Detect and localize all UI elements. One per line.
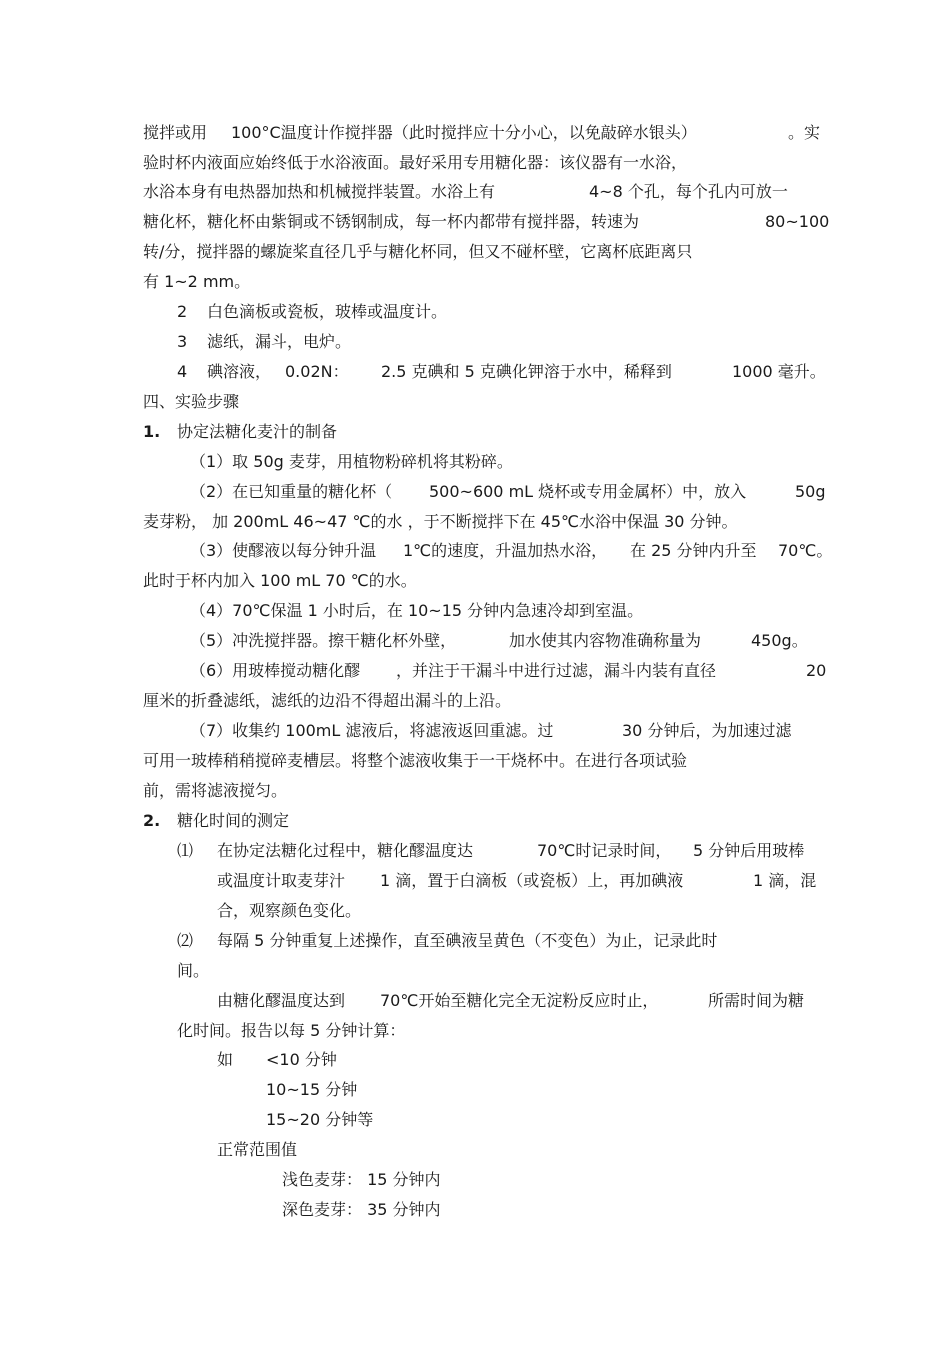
text-line: 500~600 mL 烧杯或专用金属杯）中，放入 [429, 482, 747, 501]
text-line: 浅色麦芽： 15 分钟内 [282, 1170, 441, 1189]
text-line: 白色滴板或瓷板，玻棒或温度计。 [207, 302, 448, 321]
text-line: 深色麦芽： 35 分钟内 [282, 1200, 441, 1219]
text-line: 100°C温度计作搅拌器（此时搅拌应十分小心，以免敲碎水银头） [231, 123, 697, 142]
subsection-heading: 协定法糖化麦汁的制备 [177, 422, 338, 441]
text-line: 15~20 分钟等 [266, 1110, 374, 1129]
list-number: 3 [177, 332, 188, 351]
text-line: 70℃时记录时间， [537, 841, 672, 860]
text-line: 。实 [788, 123, 821, 142]
text-line: 厘米的折叠滤纸，滤纸的边沿不得超出漏斗的上沿。 [143, 691, 512, 710]
list-number: ⑴ [177, 841, 194, 860]
text-line: 在协定法糖化过程中，糖化醪温度达 [217, 841, 474, 860]
text-line: 转/分，搅拌器的螺旋桨直径几乎与糖化杯同，但又不碰杯壁，它离杯底距离只 [143, 242, 693, 261]
text-line: 4~8 个孔，每个孔内可放一 [589, 182, 788, 201]
text-line: 50g [795, 482, 826, 501]
text-line: 70℃开始至糖化完全无淀粉反应时止， [380, 991, 659, 1010]
text-line: 此时于杯内加入 100 mL 70 ℃的水。 [143, 571, 417, 590]
text-line: <10 分钟 [266, 1050, 337, 1069]
text-line: （2）在已知重量的糖化杯（ [190, 482, 393, 501]
list-number: 2. [143, 811, 161, 830]
text-line: 5 分钟后用玻棒 [693, 841, 805, 860]
text-line: 1 滴，混 [753, 871, 817, 890]
text-line: 30 分钟后，为加速过滤 [622, 721, 792, 740]
text-line: 10~15 分钟 [266, 1080, 358, 1099]
text-line: 间。 [177, 961, 210, 980]
text-line: 搅拌或用 [143, 123, 208, 142]
text-line: 加水使其内容物准确称量为 [509, 631, 702, 650]
text-line: （1）取 50g 麦芽，用植物粉碎机将其粉碎。 [190, 452, 513, 471]
text-line: 可用一玻棒稍稍搅碎麦槽层。将整个滤液收集于一干烧杯中。在进行各项试验 [143, 751, 688, 770]
text-line: 在 25 分钟内升至 [630, 541, 757, 560]
text-line: 每隔 5 分钟重复上述操作，直至碘液呈黄色（不变色）为止，记录此时 [217, 931, 718, 950]
text-line: 0.02N： [285, 362, 349, 381]
text-line: 70℃。 [778, 541, 833, 560]
subsection-heading: 糖化时间的测定 [177, 811, 290, 830]
list-number: 1. [143, 422, 161, 441]
text-line: 麦芽粉， 加 200mL 46~47 ℃的水 ，于不断搅拌下在 45℃水浴中保温 30 分钟。 [143, 512, 738, 531]
list-number: 4 [177, 362, 188, 381]
list-number: ⑵ [177, 931, 194, 950]
text-line: 碘溶液， [207, 362, 272, 381]
text-line: 水浴本身有电热器加热和机械搅拌装置。水浴上有 [143, 182, 496, 201]
text-line: 有 1~2 mm。 [143, 272, 251, 291]
text-line: （6）用玻棒搅动糖化醪 [190, 661, 361, 680]
text-line: （3）使醪液以每分钟升温 [190, 541, 377, 560]
list-number: 2 [177, 302, 188, 321]
text-line: （5）冲洗搅拌器。擦干糖化杯外壁， [190, 631, 457, 650]
text-line: 1 滴，置于白滴板（或瓷板）上，再加碘液 [380, 871, 684, 890]
text-line: 滤纸，漏斗，电炉。 [207, 332, 352, 351]
text-line: 80~100 [765, 212, 830, 231]
text-line: 2.5 克碘和 5 克碘化钾溶于水中，稀释到 [381, 362, 672, 381]
text-line: 或温度计取麦芽汁 [217, 871, 346, 890]
text-line: 糖化杯，糖化杯由紫铜或不锈钢制成，每一杯内都带有搅拌器，转速为 [143, 212, 640, 231]
text-line: ，并注于干漏斗中进行过滤，漏斗内装有直径 [396, 661, 717, 680]
text-line: （4）70℃保温 1 小时后，在 10~15 分钟内急速冷却到室温。 [190, 601, 644, 620]
text-line: 化时间。报告以每 5 分钟计算： [177, 1021, 406, 1040]
text-line: （7）收集约 100mL 滤液后，将滤液返回重滤。过 [190, 721, 554, 740]
text-line: 验时杯内液面应始终低于水浴液面。最好采用专用糖化器：该仪器有一水浴， [143, 153, 688, 172]
text-line: 450g。 [751, 631, 808, 650]
text-line: 1000 毫升。 [732, 362, 826, 381]
text-line: 正常范围值 [217, 1140, 298, 1159]
text-line: 由糖化醪温度达到 [217, 991, 346, 1010]
section-heading: 四、实验步骤 [143, 392, 240, 411]
text-line: 如 [217, 1050, 234, 1069]
text-line: 1℃的速度，升温加热水浴， [403, 541, 608, 560]
text-line: 前，需将滤液搅匀。 [143, 781, 288, 800]
text-line: 合，观察颜色变化。 [217, 901, 362, 920]
text-line: 20 [806, 661, 827, 680]
text-line: 所需时间为糖 [708, 991, 805, 1010]
